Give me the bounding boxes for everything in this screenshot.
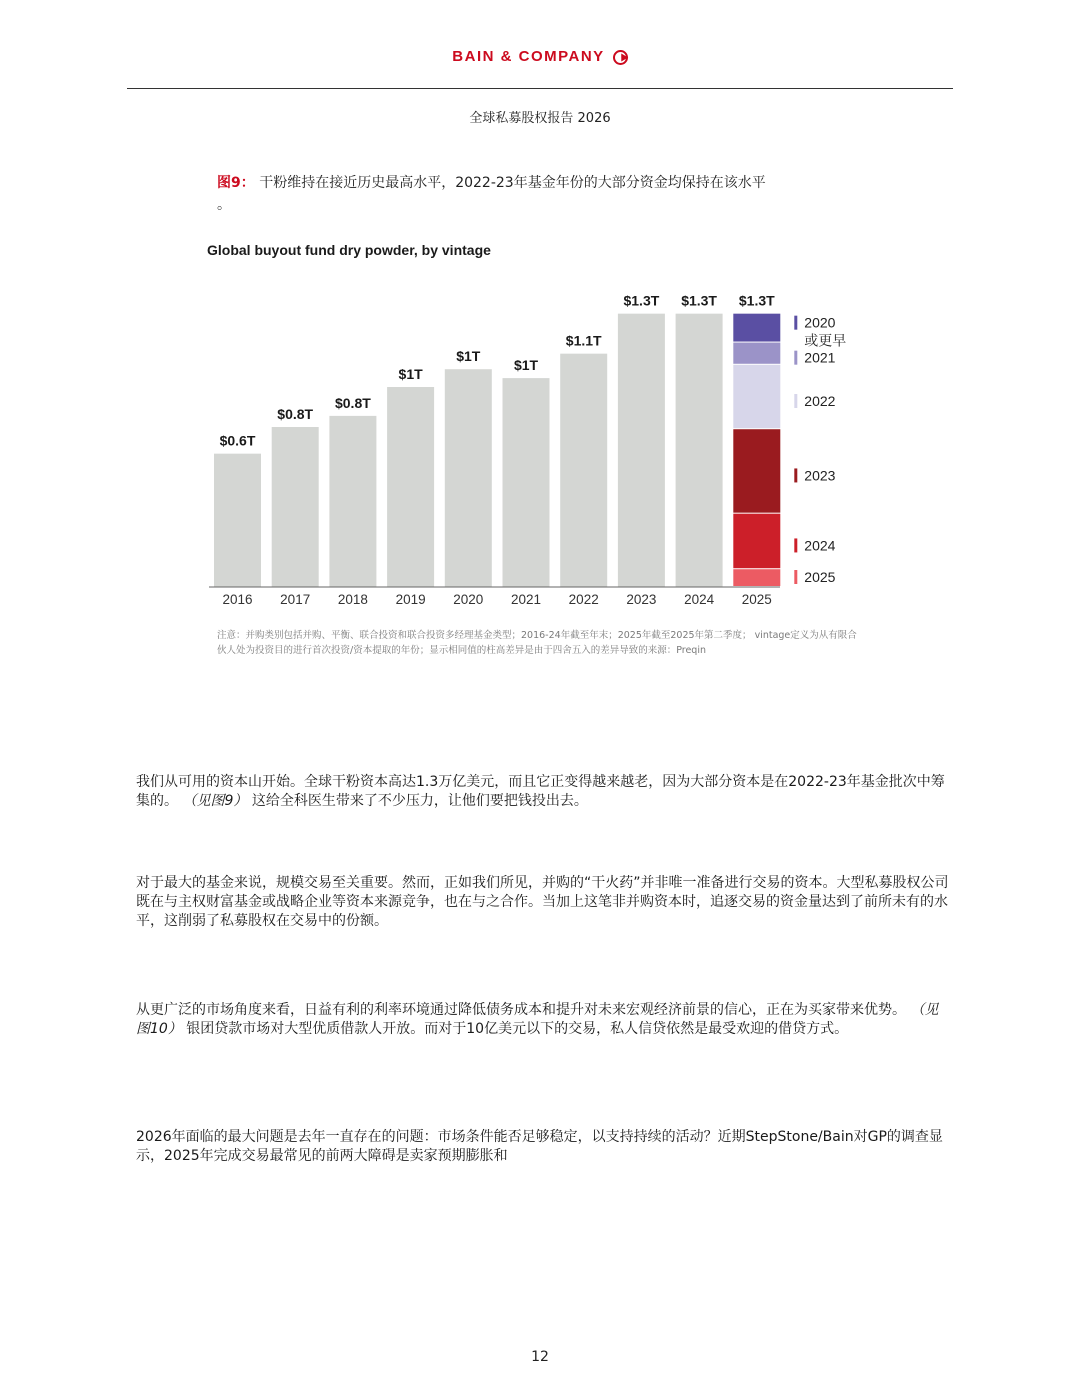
stack-segment-2020-或更早 [733, 314, 780, 342]
paragraph-1-text-a: 我们从可用的资本山开始。全球干粉资本高达1.3万亿美元，而且它正变得越来越老，因为大部分资本是在2022-23年基金批次中筹集的。 [136, 774, 945, 809]
paragraph-3-text-b: 银团贷款市场对大型优质借款人开放。而对于10亿美元以下的交易，私人信贷依然是最受欢迎的借贷方式。 [186, 1021, 849, 1037]
value-label-2016: $0.6T [219, 432, 256, 449]
value-label-2023: $1.3T [623, 292, 660, 309]
bar-2018 [329, 416, 376, 587]
value-label-2021: $1T [513, 357, 539, 374]
value-label-2018: $0.8T [334, 394, 371, 411]
logo-text: BAIN & COMPANY [452, 48, 605, 65]
legend-label-2021: 2021 [804, 349, 836, 366]
x-tick-2020: 2020 [453, 592, 484, 607]
x-tick-2021: 2021 [510, 592, 542, 607]
legend-label-2023: 2023 [804, 467, 836, 484]
value-label-2024: $1.3T [681, 292, 718, 309]
bar-2019 [387, 387, 434, 587]
report-title: 全球私募股权报告 2026 [469, 111, 611, 126]
figure-caption-end: 。 [217, 197, 231, 213]
x-tick-2024: 2024 [684, 592, 715, 607]
bar-2022 [560, 354, 607, 587]
figure-number: 图9： [217, 175, 255, 191]
legend-label-2024: 2024 [804, 537, 836, 554]
paragraph-3 [136, 1001, 951, 1039]
stack-segment-2024 [733, 514, 780, 569]
bar-2016 [214, 454, 261, 587]
paragraph-1-text-b: 这给全科医生带来了不少压力，让他们要把钱投出去。 [251, 793, 588, 809]
page-number: 12 [531, 1349, 549, 1365]
bar-2021 [503, 378, 550, 587]
chart-title: Global buyout fund dry powder, by vintage [207, 242, 491, 258]
x-tick-2017: 2017 [280, 592, 311, 607]
figure-caption [217, 172, 857, 216]
stack-segment-2025 [733, 569, 780, 586]
dry-powder-bar-chart [200, 232, 880, 622]
x-tick-2016: 2016 [222, 592, 253, 607]
paragraph-2: 对于最大的基金来说，规模交易至关重要。然而，正如我们所见，并购的“干火药”并非唯一准备进行交易的资本。大型私募股权公司既在与主权财富基金或战略企业等资本来源竞争，也在与之合作。当加上这笔非并购资本时，追逐交易的资金量达到了前所未有的水平，这削弱了私募股权在交易中的份额。 [136, 875, 949, 929]
legend-swatch-2021 [794, 351, 797, 365]
legend-label-2022: 2022 [804, 393, 836, 409]
bain-logo [0, 48, 1080, 65]
figure-notes: 注意：并购类别包括并购、平衡、联合投资和联合投资多经理基金类型；2016-24年截至年末；2025年截至2025年第二季度； vintage定义为从有限合伙人处为投资目的进行首次投资/资本提取的年份；显示相同值的柱高差异是由于四舍五入的差异导致的来源：Preqin [217, 630, 857, 656]
x-tick-2019: 2019 [395, 592, 426, 607]
bar-2017 [272, 427, 319, 587]
stack-segment-2021 [733, 343, 780, 364]
value-label-2020: $1T [456, 348, 481, 365]
legend-swatch-2022 [794, 394, 797, 408]
paragraph-1 [136, 773, 951, 811]
x-tick-2025: 2025 [741, 592, 772, 607]
value-label-2022: $1.1T [565, 332, 602, 349]
figure-9-reference: （见图9） [182, 793, 248, 809]
header-divider [127, 88, 953, 89]
legend-swatch-2024 [794, 538, 797, 552]
bar-2023 [618, 314, 665, 587]
bar-2024 [676, 314, 723, 587]
legend-label-2025: 2025 [804, 569, 836, 585]
logo-compass-icon [613, 50, 628, 65]
legend-swatch-2023 [794, 468, 797, 482]
legend-swatch-2020-或更早 [794, 316, 797, 330]
legend-label-2020-或更早: 2020 或更早 [804, 314, 847, 349]
x-tick-2018: 2018 [337, 592, 368, 607]
paragraph-4: 2026年面临的最大问题是去年一直存在的问题：市场条件能否足够稳定，以支持持续的活动？近期StepStone/Bain对GP的调查显示，2025年完成交易最常见的前两大障碍是卖家预期膨胀和 [136, 1129, 943, 1164]
stack-segment-2022 [733, 365, 780, 428]
legend-swatch-2025 [794, 570, 797, 584]
value-label-2025: $1.3T [738, 292, 775, 309]
value-label-2019: $1T [398, 366, 423, 382]
figure-caption-text: 干粉维持在接近历史最高水平，2022-23年基金年份的大部分资金均保持在该水平 [259, 175, 766, 191]
bar-2020 [445, 369, 492, 587]
value-label-2017: $0.8T [277, 406, 314, 422]
x-tick-2023: 2023 [626, 592, 657, 607]
x-tick-2022: 2022 [568, 592, 599, 607]
stack-segment-2023 [733, 429, 780, 512]
figure-10-reference: （见图10） [136, 1002, 939, 1037]
paragraph-3-text-a: 从更广泛的市场角度来看，日益有利的利率环境通过降低债务成本和提升对未来宏观经济前景的信心，正在为买家带来优势。 [136, 1002, 906, 1018]
